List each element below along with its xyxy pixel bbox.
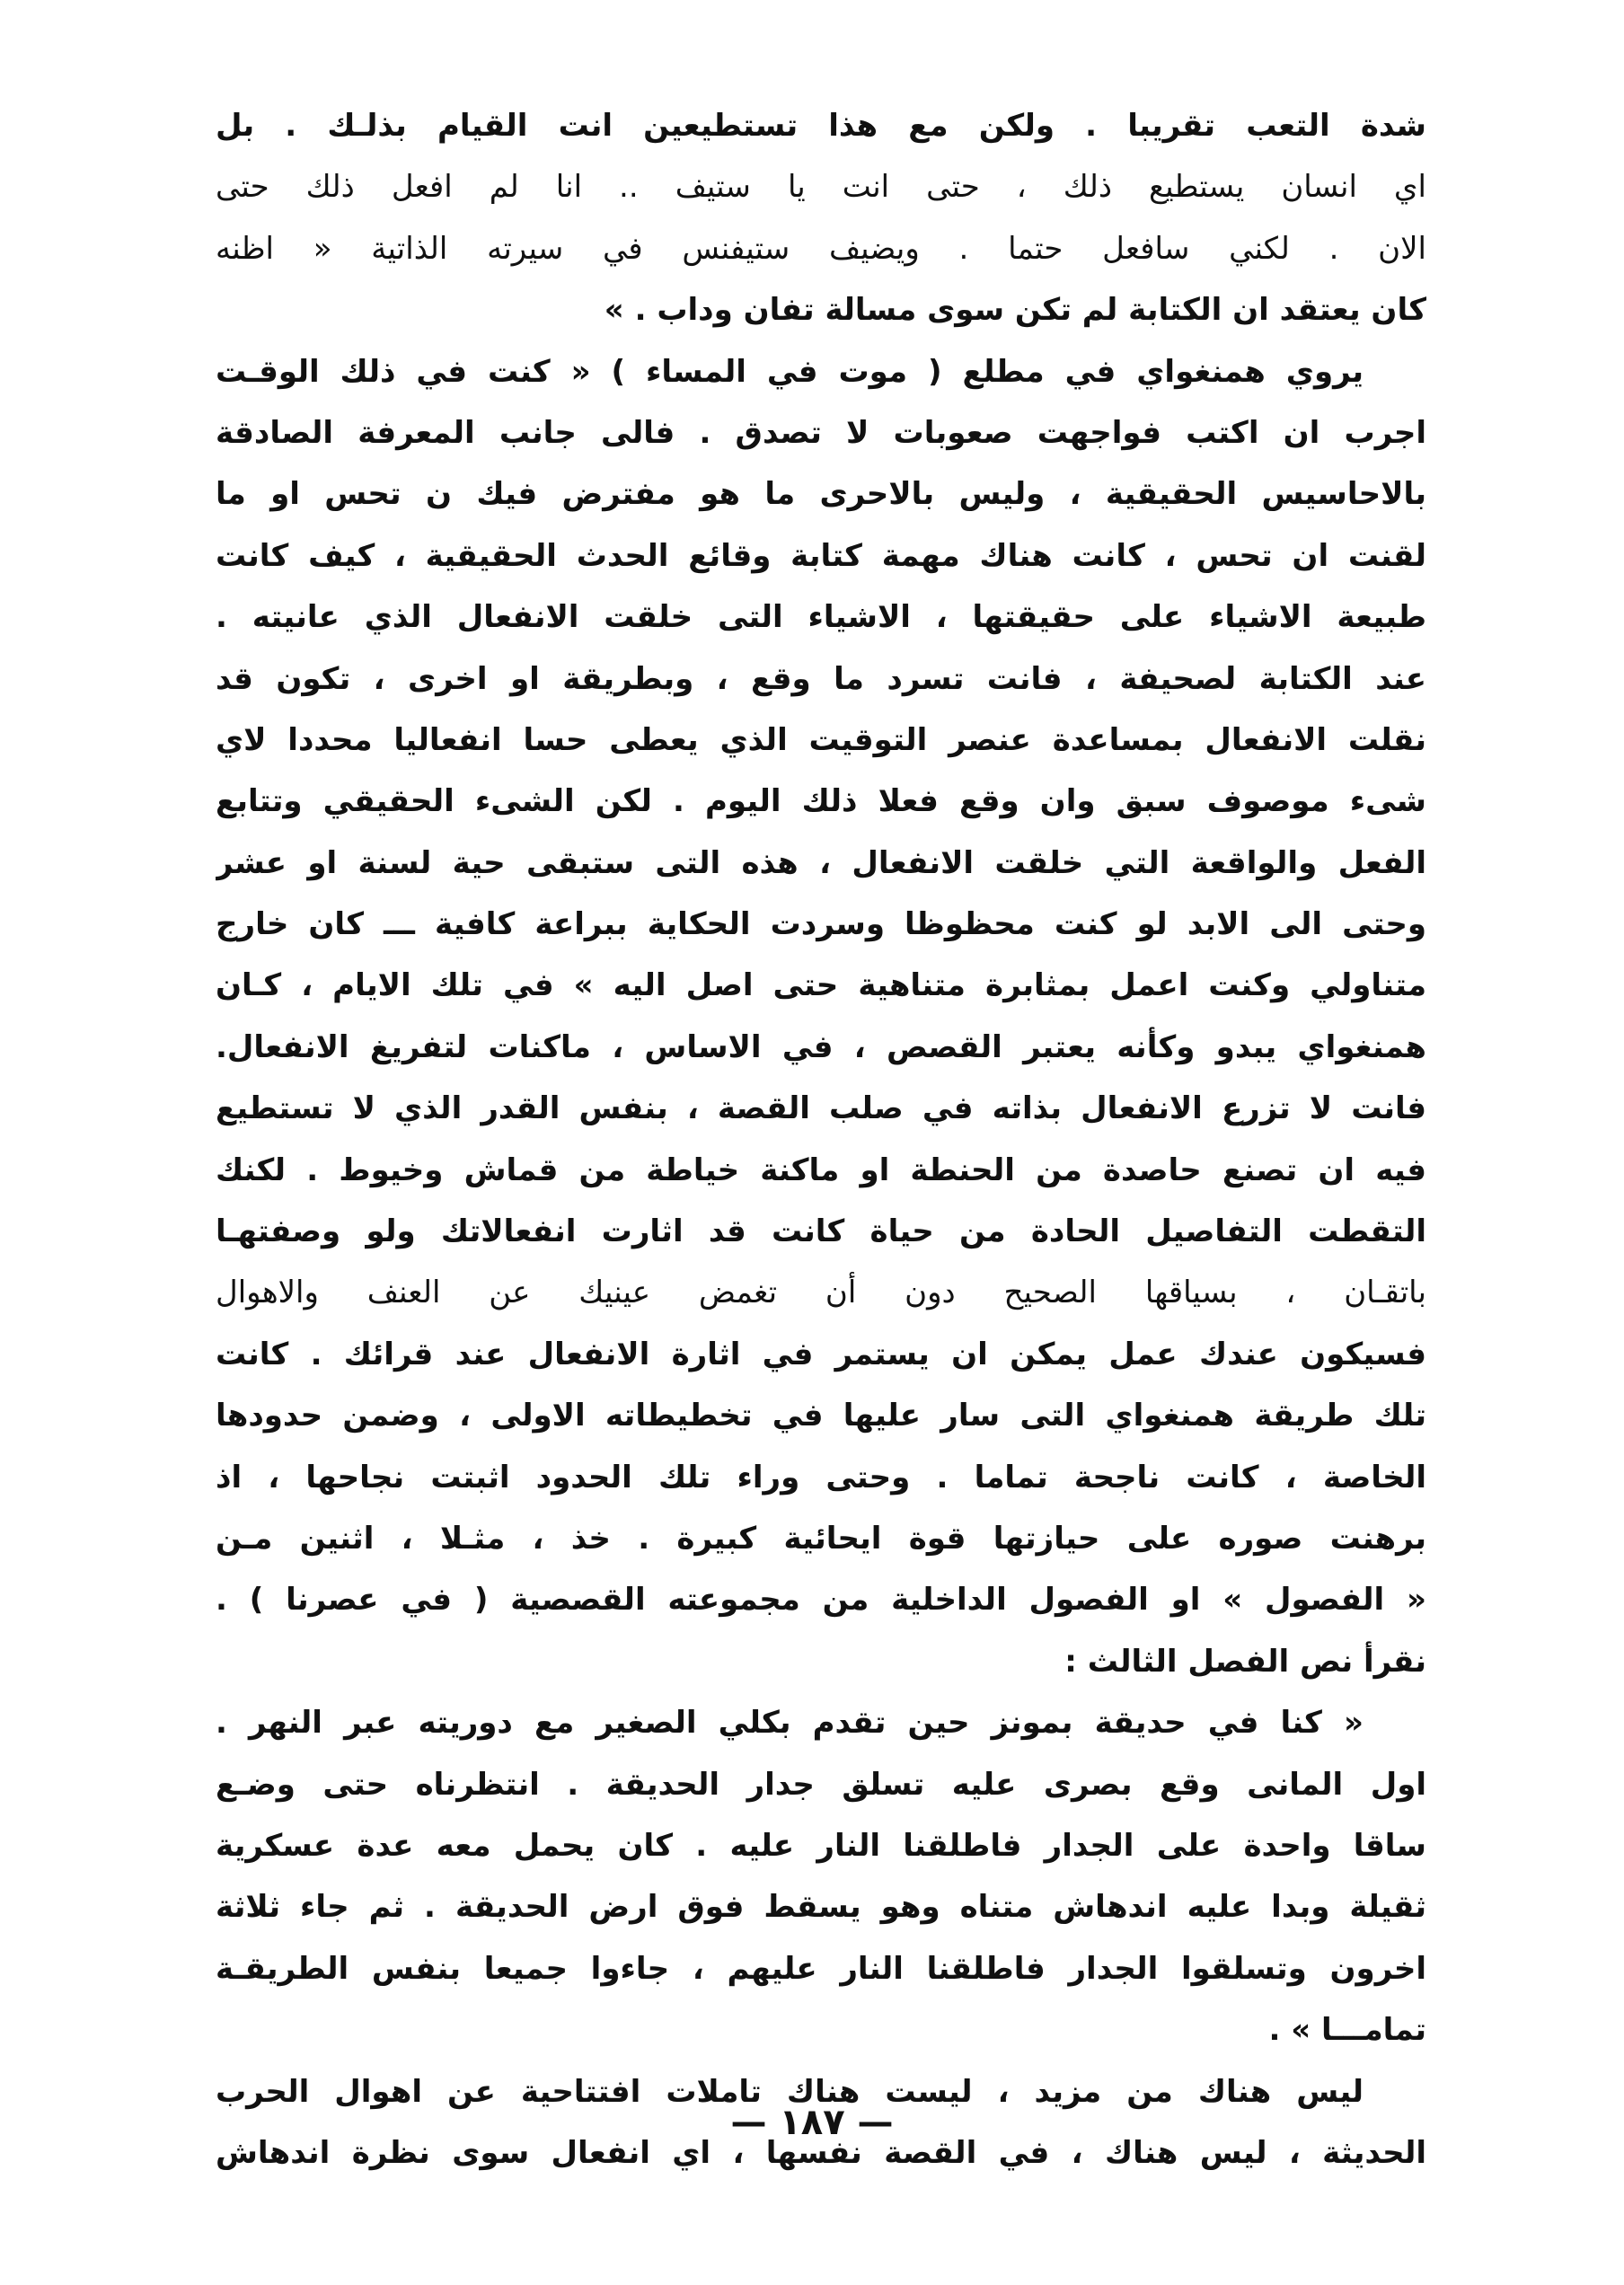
- text-line-33: ليس هناك من مزيد ، ليست هناك تاملات افتتاحية عن اهوال الحرب: [216, 2073, 1364, 2110]
- text-line-29: ساقا واحدة على الجدار فاطلقنا النار عليه . كان يحمل معه عدة عسكرية: [216, 1827, 1426, 1864]
- text-line-22: تلك طريقة همنغواي التى سار عليها في تخطيطاته الاولى ، وضمن حدودها: [216, 1398, 1426, 1434]
- text-line-32: تمامـــا » .: [1268, 2012, 1426, 2049]
- text-line-8: لقنت ان تحس ، كانت هناك مهمة كتابة وقائع الحدث الحقيقية ، كيف كانت: [216, 537, 1426, 574]
- page-number: — ١٨٧ —: [730, 2102, 894, 2143]
- text-line-27: « كنا في حديقة بمونز حين تقدم بكلي الصغير مع دوريته عبر النهر .: [216, 1705, 1364, 1742]
- text-line-28: اول المانى وقع بصرى عليه تسلق جدار الحديقة . انتظرناه حتى وضـع: [216, 1766, 1426, 1803]
- text-line-19: التقطت التفاصيل الحادة من حياة كانت قد اثارت انفعالاتك ولو وصفتهـا: [216, 1213, 1426, 1250]
- text-line-26: نقرأ نص الفصل الثالث :: [1064, 1643, 1426, 1680]
- text-line-34: الحديثة ، ليس هناك ، في القصة نفسها ، اي انفعال سوى نظرة اندهاش: [216, 2134, 1426, 2171]
- text-line-15: متناولي وكنت اعمل بمثابرة متناهية حتى اصل اليه » في تلك الايام ، كـان: [216, 967, 1426, 1004]
- text-line-2: اي انسان يستطيع ذلك ، حتى انت يا ستيف .. انا لم افعل ذلك حتى: [216, 169, 1426, 206]
- text-line-20: باتقـان ، بسياقها الصحيح دون أن تغمض عينيك عن العنف والاهوال: [216, 1275, 1426, 1311]
- text-line-11: نقلت الانفعال بمساعدة عنصر التوقيت الذي يعطى حسا انفعاليا محددا لاي: [216, 721, 1426, 758]
- text-line-4: كان يعتقد ان الكتابة لم تكن سوى مسالة تفان وداب . »: [604, 292, 1426, 329]
- text-line-18: فيه ان تصنع حاصدة من الحنطة او ماكنة خياطة من قماش وخيوط . لكنك: [216, 1151, 1426, 1188]
- text-line-16: همنغواي يبدو وكأنه يعتبر القصص ، في الاساس ، ماكنات لتفريغ الانفعال.: [216, 1028, 1426, 1065]
- text-line-10: عند الكتابة لصحيفة ، فانت تسرد ما وقع ، وبطريقة او اخرى ، تكون قد: [216, 660, 1426, 697]
- text-line-30: ثقيلة وبدا عليه اندهاش متناه وهو يسقط فوق ارض الحديقة . ثم جاء ثلاثة: [216, 1889, 1426, 1926]
- text-line-31: اخرون وتسلقوا الجدار فاطلقنا النار عليهم ، جاءوا جميعا بنفس الطريقـة: [216, 1950, 1426, 1987]
- text-line-23: الخاصة ، كانت ناجحة تماما . وحتى وراء تلك الحدود اثبتت نجاحها ، اذ: [216, 1459, 1426, 1495]
- text-line-1: شدة التعب تقريبا . ولكن مع هذا تستطيعين انت القيام بذلـك . بل: [216, 108, 1426, 144]
- text-line-9: طبيعة الاشياء على حقيقتها ، الاشياء التى خلقت الانفعال الذي عانيته .: [216, 599, 1426, 636]
- text-line-12: شىء موصوف سبق وان وقع فعلا ذلك اليوم . لكن الشىء الحقيقي وتتابع: [216, 783, 1426, 820]
- text-line-13: الفعل والواقعة التي خلقت الانفعال ، هذه التى ستبقى حية لسنة او عشر: [216, 844, 1426, 881]
- text-line-14: وحتى الى الابد لو كنت محظوظا وسردت الحكاية ببراعة كافية ـــ كان خارج: [216, 906, 1426, 943]
- text-line-25: « الفصول » او الفصول الداخلية من مجموعته القصصية ( في عصرنا ) .: [216, 1582, 1426, 1619]
- text-line-7: بالاحاسيس الحقيقية ، وليس بالاحرى ما هو مفترض فيك ن تحس او ما: [216, 476, 1426, 513]
- text-line-17: فانت لا تزرع الانفعال بذاته في صلب القصة ، بنفس القدر الذي لا تستطيع: [216, 1090, 1426, 1127]
- text-line-5: يروي همنغواي في مطلع ( موت في المساء ) « كنت في ذلك الوقـت: [216, 353, 1364, 390]
- body-text: [216, 95, 1426, 2184]
- text-line-6: اجرب ان اكتب فواجهت صعوبات لا تصدق . فالى جانب المعرفة الصادقة: [216, 414, 1426, 451]
- text-line-24: برهنت صوره على حيازتها قوة ايحائية كبيرة . خذ ، مثـلا ، اثنين مـن: [216, 1520, 1426, 1557]
- text-line-21: فسيكون عندك عمل يمكن ان يستمر في اثارة الانفعال عند قرائك . كانت: [216, 1336, 1426, 1372]
- text-line-3: الان . لكني سافعل حتما . ويضيف ستيفنس في سيرته الذاتية « اظنه: [216, 230, 1426, 267]
